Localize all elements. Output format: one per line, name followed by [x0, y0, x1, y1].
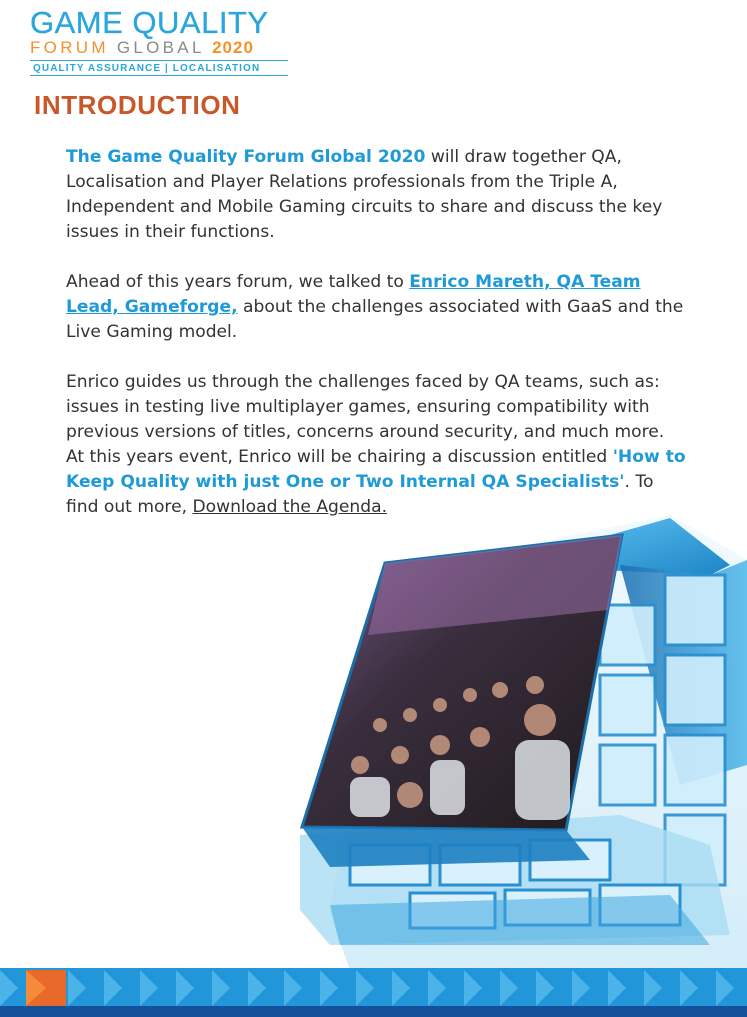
paragraph-2 — [66, 270, 686, 345]
blue-cube-graphic — [290, 515, 747, 970]
paragraph-3 — [66, 370, 686, 520]
photo-bottom-edge — [302, 827, 590, 867]
logo-year: 2020 — [212, 38, 254, 57]
section-heading: INTRODUCTION — [34, 90, 241, 120]
logo-forum: FORUM — [30, 38, 109, 57]
paragraph-2-lead: Ahead of this years forum, we talked to — [66, 272, 410, 292]
article-body — [66, 145, 686, 545]
speaker-link[interactable]: Enrico Mareth, QA Team Lead, Gameforge, — [66, 272, 641, 317]
event-name-highlight: The Game Quality Forum Global 2020 — [66, 147, 426, 167]
paragraph-3-mid: . To find out more, — [66, 472, 654, 517]
paragraph-3-lead: Enrico guides us through the challenges faced by QA teams, such as: issues in testing live multiplayer games, ensuring compatibility with previous versions of titles, concerns around security, and much more. At this years event, Enrico will be chairing a discussion entitled — [66, 372, 665, 467]
session-title-highlight: 'How to Keep Quality with just One or Two Internal QA Specialists' — [66, 447, 686, 492]
logo-subtitle — [30, 39, 292, 57]
paragraph-1 — [66, 145, 686, 245]
paragraph-2-tail: about the challenges associated with GaaS and the Live Gaming model. — [66, 297, 684, 342]
footer-pattern-strip — [0, 968, 747, 1017]
logo-tagline: QUALITY ASSURANCE | LOCALISATION — [30, 60, 288, 76]
paragraph-1-text: will draw together QA, Localisation and Player Relations professionals from the Triple A, Independent and Mobile Gaming circuits to share and discuss the key issues in their functions. — [66, 147, 663, 242]
download-agenda-link[interactable]: Download the Agenda. — [192, 497, 388, 517]
logo-global: GLOBAL — [116, 38, 205, 57]
logo-title: GAME QUALITY — [30, 5, 269, 40]
event-logo — [30, 5, 292, 76]
